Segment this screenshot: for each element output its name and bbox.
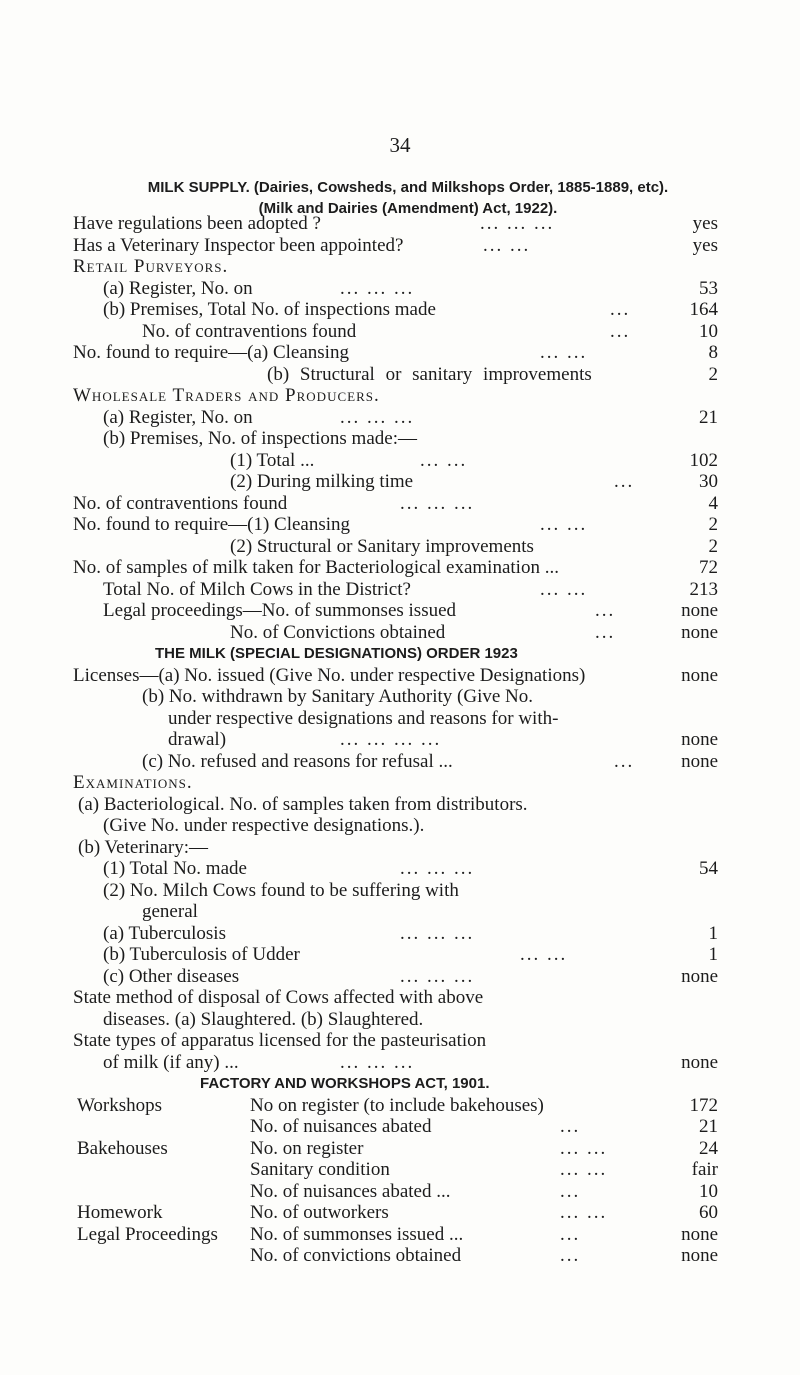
samples-line	[0, 557, 718, 579]
wholesale-contraventions-value: 4	[708, 492, 718, 514]
wholesale-register-line	[0, 407, 718, 429]
retail-cleansing-line	[0, 342, 718, 364]
leader-dots: ... ...	[540, 514, 588, 535]
factory-row-item: No. of outworkers	[250, 1202, 389, 1223]
other-diseases-line	[0, 966, 718, 988]
other-diseases-label: (c) Other diseases	[103, 965, 240, 987]
leader-dots: ...	[610, 320, 631, 342]
exam-suffering-line-1	[0, 880, 718, 902]
designations-heading: THE MILK (SPECIAL DESIGNATIONS) ORDER 1923	[155, 645, 518, 662]
retail-structural-value: 2	[708, 363, 718, 385]
leader-dots: ... ... ...	[400, 922, 475, 944]
tuberculosis-line	[0, 923, 718, 945]
exam-total-value: 54	[699, 858, 718, 879]
retail-contraventions-value: 10	[699, 320, 718, 342]
licenses-c-label: (c) No. refused and reasons for refusal ...	[142, 750, 453, 772]
report-body	[0, 213, 800, 1267]
exam-veterinary-line	[0, 837, 718, 859]
leader-dots: ... ...	[560, 1137, 608, 1159]
tuberculosis-udder-line	[0, 944, 718, 966]
factory-row-category: Legal Proceedings	[77, 1223, 218, 1245]
examinations-heading-line	[0, 772, 718, 794]
factory-row-item: No. of nuisances abated ...	[250, 1180, 451, 1202]
factory-table	[0, 1095, 800, 1267]
factory-row-value: 21	[699, 1116, 718, 1137]
factory-row-value: 10	[699, 1180, 718, 1202]
licenses-b-label-1: (b) No. withdrawn by Sanitary Authority (Give No.	[142, 686, 534, 707]
exam-veterinary-label: (b) Veterinary:—	[78, 836, 208, 858]
leader-dots: ... ... ...	[340, 406, 415, 428]
wholesale-cleansing-line	[0, 514, 718, 536]
retail-premises-value: 164	[689, 299, 718, 320]
retail-structural-line	[0, 364, 718, 386]
factory-row-value: fair	[691, 1159, 718, 1180]
wholesale-structural-label: (2) Structural or Sanitary improvements	[230, 535, 534, 557]
vet-inspector-question: Has a Veterinary Inspector been appointed?	[73, 234, 404, 256]
factory-row	[0, 1138, 718, 1160]
disposal-line-2	[0, 1009, 718, 1031]
leader-dots: ... ...	[540, 342, 588, 363]
factory-row-item: No. of nuisances abated	[250, 1116, 432, 1137]
factory-row-value: 60	[699, 1202, 718, 1223]
retail-contraventions-label: No. of contraventions found	[142, 320, 357, 342]
leader-dots: ... ... ...	[400, 492, 475, 514]
factory-row-value: none	[681, 1245, 718, 1266]
wholesale-milking-label: (2) During milking time	[230, 471, 414, 492]
factory-row	[0, 1095, 718, 1117]
factory-row	[0, 1224, 718, 1246]
wholesale-cleansing-label: No. found to require—(1) Cleansing	[73, 514, 351, 535]
designations-heading-line	[0, 643, 718, 665]
exam-bacteriological-label-2: (Give No. under respective designations.).	[103, 815, 425, 836]
leader-dots: ... ...	[540, 578, 588, 600]
leader-dots: ...	[595, 600, 616, 621]
regulations-answer: yes	[692, 213, 718, 234]
apparatus-value: none	[681, 1051, 718, 1073]
samples-value: 72	[699, 557, 718, 578]
leader-dots: ... ...	[420, 449, 468, 471]
exam-total-line	[0, 858, 718, 880]
factory-row-item: No. of summonses issued ...	[250, 1223, 464, 1245]
factory-row-category: Workshops	[77, 1094, 163, 1116]
licenses-b-label-2: under respective designations and reasons for with-	[168, 707, 559, 729]
factory-row	[0, 1202, 718, 1224]
leader-dots: ...	[560, 1116, 581, 1137]
factory-heading-line	[0, 1073, 718, 1095]
factory-row-item: No. of convictions obtained	[250, 1245, 462, 1266]
retail-purveyors-heading: Retail Purveyors.	[73, 256, 229, 277]
factory-row-category: Homework	[77, 1202, 163, 1223]
leader-dots: ...	[614, 750, 635, 772]
wholesale-cleansing-value: 2	[708, 514, 718, 535]
wholesale-structural-line	[0, 536, 718, 558]
retail-cleansing-label: No. found to require—(a) Cleansing	[73, 342, 349, 363]
vet-inspector-answer: yes	[692, 234, 718, 256]
retail-register-line	[0, 278, 718, 300]
other-diseases-value: none	[681, 965, 718, 987]
wholesale-milking-value: 30	[699, 471, 718, 492]
leader-dots: ... ...	[520, 944, 568, 965]
disposal-line-1	[0, 987, 718, 1009]
retail-contraventions-line	[0, 321, 718, 343]
leader-dots: ... ...	[560, 1202, 608, 1223]
wholesale-total-value: 102	[689, 449, 718, 471]
exam-bacteriological-line-2	[0, 815, 718, 837]
disposal-label-1: State method of disposal of Cows affected with above	[73, 987, 484, 1008]
factory-row-item: No. on register	[250, 1137, 364, 1159]
retail-cleansing-value: 8	[708, 342, 718, 363]
tuberculosis-udder-label: (b) Tuberculosis of Udder	[103, 944, 300, 965]
vet-inspector-line	[0, 235, 718, 257]
leader-dots: ... ...	[483, 234, 531, 256]
apparatus-label-2: of milk (if any) ...	[103, 1051, 239, 1073]
cows-value: 213	[689, 578, 718, 600]
apparatus-line-2	[0, 1052, 718, 1074]
wholesale-contraventions-label: No. of contraventions found	[73, 492, 288, 514]
leader-dots: ... ...	[560, 1159, 608, 1180]
samples-label: No. of samples of milk taken for Bacteriological examination ...	[73, 557, 559, 578]
exam-suffering-line-2	[0, 901, 718, 923]
leader-dots: ...	[560, 1245, 581, 1266]
wholesale-milking-line	[0, 471, 718, 493]
wholesale-total-line	[0, 450, 718, 472]
licenses-a-label: Licenses—(a) No. issued (Give No. under respective Designations)	[73, 664, 586, 686]
legal-convictions-label: No. of Convictions obtained	[230, 621, 446, 643]
legal-summonses-label: Legal proceedings—No. of summonses issued	[103, 600, 457, 621]
licenses-c-value: none	[681, 750, 718, 772]
licenses-a-value: none	[681, 664, 718, 686]
leader-dots: ...	[560, 1180, 581, 1202]
factory-row	[0, 1159, 718, 1181]
cows-line	[0, 579, 718, 601]
section-subheading-milk-act: (Milk and Dairies (Amendment) Act, 1922).	[258, 200, 558, 217]
legal-convictions-line	[0, 622, 718, 644]
factory-row-item: Sanitary condition	[250, 1159, 390, 1180]
apparatus-line-1	[0, 1030, 718, 1052]
licenses-b-line-1	[0, 686, 718, 708]
exam-bacteriological-line-1	[0, 794, 718, 816]
leader-dots: ... ... ...	[480, 213, 555, 234]
tuberculosis-label: (a) Tuberculosis	[103, 922, 226, 944]
tuberculosis-value: 1	[708, 922, 718, 944]
licenses-b-value: none	[681, 729, 718, 750]
factory-row-item: No on register (to include bakehouses)	[250, 1094, 544, 1116]
exam-bacteriological-label-1: (a) Bacteriological. No. of samples taken from distributors.	[78, 793, 528, 815]
wholesale-structural-value: 2	[708, 535, 718, 557]
wholesale-premises-line	[0, 428, 718, 450]
cows-label: Total No. of Milch Cows in the District?	[103, 578, 411, 600]
page-number: 34	[389, 133, 411, 157]
wholesale-heading: Wholesale Traders and Producers.	[73, 385, 380, 406]
exam-suffering-label-1: (2) No. Milch Cows found to be suffering with	[103, 879, 459, 901]
factory-row	[0, 1245, 718, 1267]
factory-row-category: Bakehouses	[77, 1137, 168, 1159]
retail-register-label: (a) Register, No. on	[103, 277, 253, 299]
factory-row	[0, 1181, 718, 1203]
regulations-line	[0, 213, 718, 235]
leader-dots: ... ... ...	[340, 277, 415, 299]
retail-structural-label: (b) Structural or sanitary improvements	[267, 363, 592, 385]
regulations-question: Have regulations been adopted ?	[73, 213, 321, 234]
licenses-b-line-2	[0, 708, 718, 730]
legal-summonses-value: none	[681, 600, 718, 621]
leader-dots: ...	[560, 1223, 581, 1245]
leader-dots: ...	[614, 471, 635, 492]
factory-row-value: 172	[689, 1094, 718, 1116]
apparatus-label-1: State types of apparatus licensed for the pasteurisation	[73, 1030, 487, 1051]
leader-dots: ... ... ... ...	[340, 729, 442, 750]
retail-register-value: 53	[699, 277, 718, 299]
licenses-b-line-3	[0, 729, 718, 751]
wholesale-contraventions-line	[0, 493, 718, 515]
disposal-label-2: diseases. (a) Slaughtered. (b) Slaughtered.	[103, 1008, 424, 1030]
retail-heading-line	[0, 256, 718, 278]
leader-dots: ...	[610, 299, 631, 320]
licenses-b-label-3: drawal)	[168, 729, 227, 750]
retail-premises-line	[0, 299, 718, 321]
legal-summonses-line	[0, 600, 718, 622]
factory-row	[0, 1116, 718, 1138]
licenses-a-line	[0, 665, 718, 687]
wholesale-register-label: (a) Register, No. on	[103, 406, 253, 428]
wholesale-register-value: 21	[699, 406, 718, 428]
wholesale-premises-label: (b) Premises, No. of inspections made:—	[103, 428, 417, 449]
factory-row-value: none	[681, 1223, 718, 1245]
leader-dots: ...	[595, 621, 616, 643]
wholesale-total-label: (1) Total ...	[230, 449, 315, 471]
wholesale-heading-line	[0, 385, 718, 407]
retail-premises-label: (b) Premises, Total No. of inspections made	[103, 299, 436, 320]
licenses-c-line	[0, 751, 718, 773]
factory-heading: FACTORY AND WORKSHOPS ACT, 1901.	[200, 1075, 490, 1092]
exam-total-label: (1) Total No. made	[103, 858, 247, 879]
tuberculosis-udder-value: 1	[708, 944, 718, 965]
exam-suffering-label-2: general	[142, 901, 198, 922]
legal-convictions-value: none	[681, 621, 718, 643]
section-heading-milk-supply: MILK SUPPLY. (Dairies, Cowsheds, and Milkshops Order, 1885-1889, etc).	[147, 179, 669, 196]
examinations-heading: Examinations.	[73, 772, 193, 793]
leader-dots: ... ... ...	[400, 965, 475, 987]
leader-dots: ... ... ...	[340, 1051, 415, 1073]
factory-row-value: 24	[699, 1137, 718, 1159]
leader-dots: ... ... ...	[400, 858, 475, 879]
